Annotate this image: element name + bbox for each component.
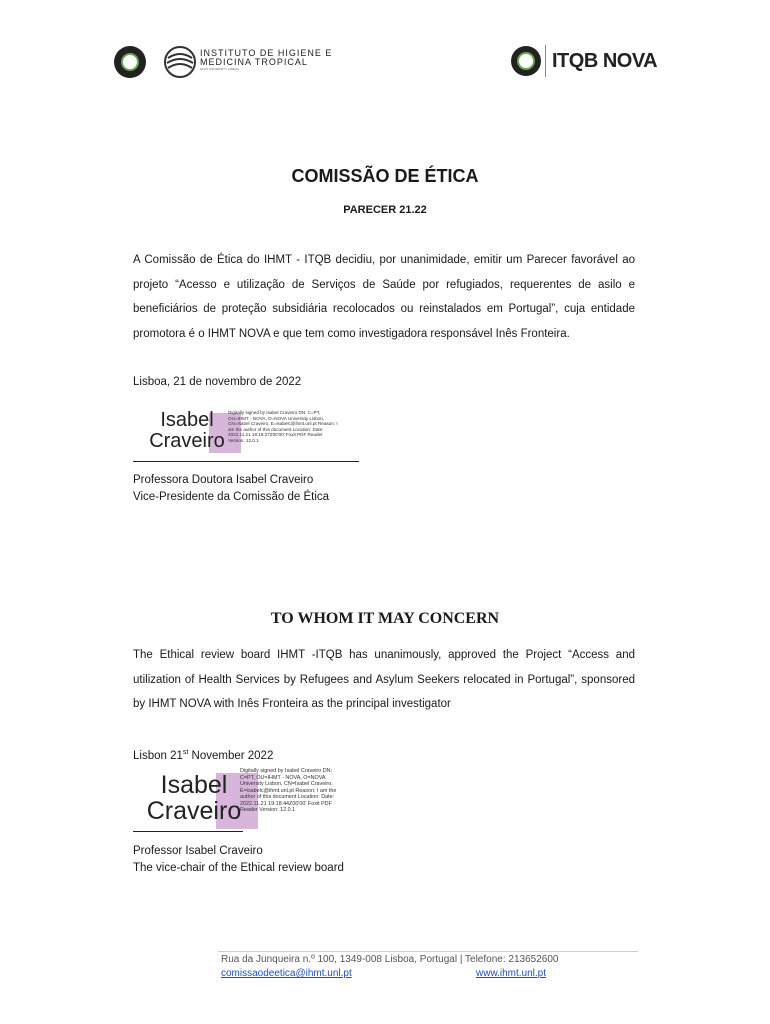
pt-signer-name: Professora Doutora Isabel Craveiro (133, 474, 314, 486)
page-title: COMISSÃO DE ÉTICA (291, 166, 479, 186)
ihmt-wave-icon (162, 46, 198, 83)
en-signature-name-line1: Isabel (160, 771, 228, 799)
ihmt-tagline: NOVA UNIVERSITY LISBON (200, 67, 239, 71)
en-signature-details: Digitally signed by Isabel Craveiro DN: C=PT, OU=IHMT - NOVA, O=NOVA University Lisbon, CN=Isabel Craveiro, E=isabelc@ihmt.unl.pt Reason: I am the author of this document Location: Date: 2022.11.21 19:18:44Z00'00' Foxit PDF Reader Version: 12.0.1 (240, 768, 337, 813)
en-signature-line (133, 831, 243, 832)
en-date-suffix: November 2022 (188, 749, 274, 762)
en-date-prefix: Lisbon 21 (133, 749, 183, 762)
ihmt-name-block (200, 49, 332, 71)
pt-signature-name (148, 410, 226, 452)
en-signature-name (142, 772, 246, 825)
en-signer-role: The vice-chair of the Ethical review board (133, 862, 344, 874)
footer-divider (218, 951, 638, 952)
en-signature-name-line2: Craveiro (146, 797, 242, 826)
en-paragraph: The Ethical review board IHMT -ITQB has unanimously, approved the Project “Access and utilization of Health Services by Refugees and Asylum Seekers relocated in Portugal”, sponsored by IHMT NOVA with Inês Fronteira as the principal investigator (133, 649, 635, 710)
ihmt-seal-logo (114, 46, 146, 78)
en-signer-name: Professor Isabel Craveiro (133, 845, 263, 857)
footer-address: Rua da Junqueira n.º 100, 1349-008 Lisboa, Portugal | Telefone: 213652600 (221, 954, 559, 965)
ihmt-name-line2: MEDICINA TROPICAL (200, 57, 308, 67)
ihmt-name-line1: INSTITUTO DE HIGIENE E (200, 48, 333, 58)
logo-divider (545, 45, 546, 77)
en-date (133, 744, 273, 765)
pt-signature-details: Digitally signed by Isabel Craveiro DN: C=PT, OU=IHMT - NOVA, O=NOVA University Lisbon, CN=Isabel Craveiro, E=isabelc@ihmt.unl.pt Reason: I am the author of this document Location: Date: 2022.11.21 19:18:27Z00'00' Foxit PDF Reader Version: 12.0.1 (228, 410, 338, 443)
en-date-suffix-sup: st (182, 749, 189, 756)
en-title: TO WHOM IT MAY CONCERN (270, 610, 500, 627)
parecer-number: PARECER 21.22 (343, 204, 427, 216)
pt-paragraph: A Comissão de Ética do IHMT - ITQB decidiu, por unanimidade, emitir um Parecer favorável ao projeto “Acesso e utilização de Serviços de Saúde por refugiados, requerentes de asilo e beneficiários de proteção subsidiária recolocados ou reinstalados em Portugal”, cuja entidade promotora é o IHMT NOVA e que tem como investigadora responsável Inês Fronteira. (133, 254, 635, 340)
pt-date: Lisboa, 21 de novembro de 2022 (133, 376, 302, 388)
footer-website-link[interactable]: www.ihmt.unl.pt (476, 968, 547, 979)
itqb-seal-logo (511, 46, 541, 76)
itqb-logo-text: ITQB NOVA (552, 50, 658, 72)
pt-signer-role: Vice-Presidente da Comissão de Ética (133, 491, 330, 503)
footer-email-link[interactable]: comissaodeetica@ihmt.unl.pt (221, 968, 352, 979)
pt-signature-name-line2: Craveiro (149, 430, 225, 452)
pt-signature-line (133, 461, 359, 462)
pt-signature-name-line1: Isabel (160, 409, 214, 431)
